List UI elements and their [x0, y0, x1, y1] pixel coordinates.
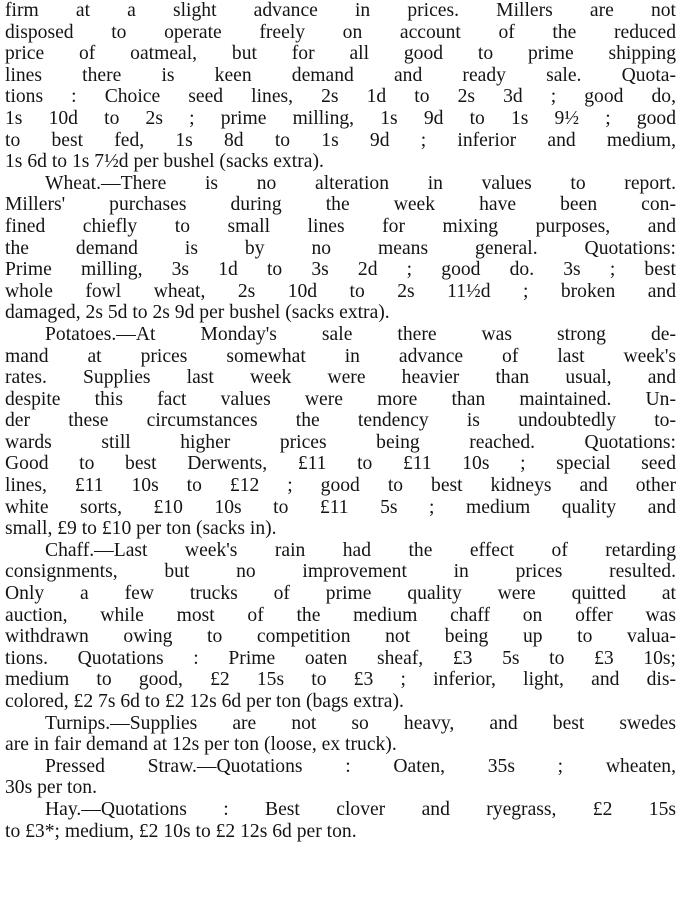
text-line: 30s per ton. [5, 777, 97, 799]
text-line: tions : Choice seed lines, 2s 1d to 2s 3d ; good do, [5, 86, 676, 108]
text-line: consignments, but no improvement in prices resulted. [5, 561, 676, 583]
text-line: colored, £2 7s 6d to £2 12s 6d per ton (bags extra). [5, 691, 404, 712]
text-line: the demand is by no means general. Quotations: [5, 237, 676, 259]
paragraph-potatoes [5, 324, 676, 540]
text-line: whole fowl wheat, 2s 10d to 2s 11½d ; broken and [5, 280, 676, 302]
text-line: Turnips.—Supplies are not so heavy, and best swedes [45, 712, 676, 734]
text-line: Potatoes.—At Monday's sale there was strong de- [45, 323, 676, 345]
paragraph-oats [5, 0, 676, 173]
text-line: Hay.—Quotations : Best clover and ryegrass, £2 15s [45, 798, 676, 820]
text-line: 1s 6d to 1s 7½d per bushel (sacks extra). [5, 151, 324, 173]
newspaper-column [5, 0, 676, 842]
text-line: lines, £11 10s to £12 ; good to best kidneys and other [5, 475, 676, 497]
paragraph-wheat [5, 173, 676, 324]
text-line: lines there is keen demand and ready sale. Quota- [5, 64, 676, 86]
text-line: Chaff.—Last week's rain had the effect of retarding [45, 539, 676, 561]
text-line: Only a few trucks of prime quality were quitted at [5, 583, 676, 605]
text-line: auction, while most of the medium chaff on offer was [5, 604, 676, 626]
text-line: are in fair demand at 12s per ton (loose, ex truck). [5, 734, 397, 756]
text-line: to £3*; medium, £2 10s to £2 12s 6d per ton. [5, 820, 357, 842]
text-line: small, £9 to £10 per ton (sacks in). [5, 518, 277, 540]
text-line: tions. Quotations : Prime oaten sheaf, £3 5s to £3 10s; [5, 647, 676, 669]
paragraph-hay [5, 799, 676, 842]
text-line: white sorts, £10 10s to £11 5s ; medium quality and [5, 496, 676, 518]
text-line: damaged, 2s 5d to 2s 9d per bushel (sacks extra). [5, 302, 390, 324]
text-line: despite this fact values were more than maintained. Un- [5, 388, 676, 410]
text-line: firm at a slight advance in prices. Millers are not [5, 0, 676, 21]
text-line: 1s 10d to 2s ; prime milling, 1s 9d to 1s 9½ ; good [5, 107, 676, 129]
text-line: to best fed, 1s 8d to 1s 9d ; inferior and medium, [5, 129, 676, 151]
text-line: Prime milling, 3s 1d to 3s 2d ; good do. 3s ; best [5, 259, 676, 281]
paragraph-chaff [5, 540, 676, 713]
paragraph-turnips [5, 713, 676, 756]
text-line: Millers' purchases during the week have been con- [5, 194, 676, 216]
paragraph-pressed-straw [5, 756, 676, 799]
text-line: Good to best Derwents, £11 to £11 10s ; special seed [5, 453, 676, 475]
text-line: disposed to operate freely on account of the reduced [5, 21, 676, 43]
text-line: fined chiefly to small lines for mixing purposes, and [5, 215, 676, 237]
text-line: Pressed Straw.—Quotations : Oaten, 35s ; wheaten, [45, 755, 676, 777]
text-line: mand at prices somewhat in advance of last week's [5, 345, 676, 367]
text-line: price of oatmeal, but for all good to prime shipping [5, 43, 676, 65]
text-line: wards still higher prices being reached. Quotations: [5, 431, 676, 453]
text-line: withdrawn owing to competition not being up to valua- [5, 626, 676, 648]
text-line: rates. Supplies last week were heavier than usual, and [5, 367, 676, 389]
text-line: der these circumstances the tendency is undoubtedly to- [5, 410, 676, 432]
text-line: medium to good, £2 15s to £3 ; inferior, light, and dis- [5, 669, 676, 691]
text-line: Wheat.—There is no alteration in values to report. [45, 172, 676, 194]
